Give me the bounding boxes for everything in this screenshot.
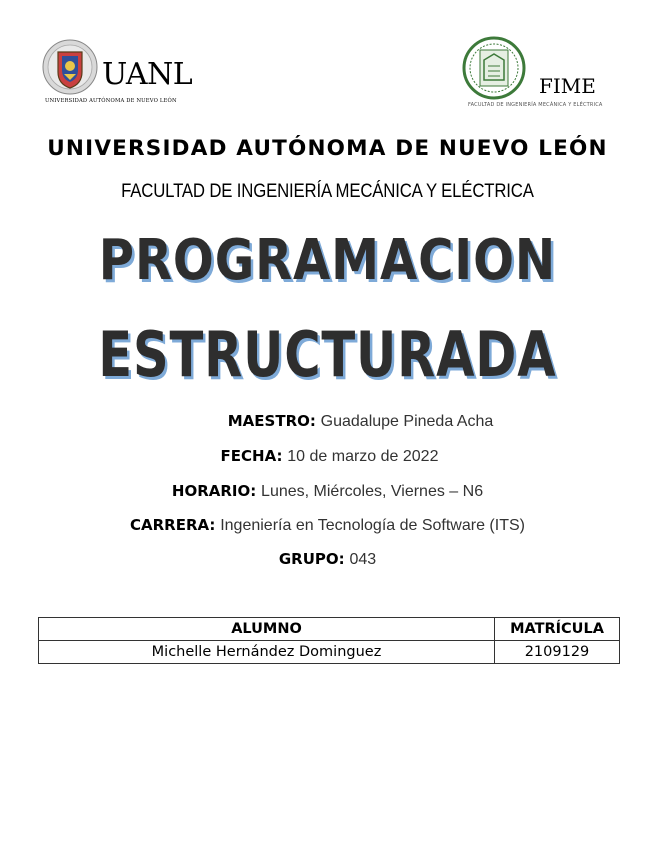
maestro-label: MAESTRO:: [227, 412, 316, 430]
header-matricula: MATRÍCULA: [495, 618, 620, 641]
fime-logo: [462, 36, 622, 114]
info-maestro: [0, 412, 655, 431]
uanl-wordmark: UANL: [102, 57, 193, 92]
grupo-label: GRUPO:: [278, 550, 345, 568]
info-horario: [0, 482, 655, 501]
fecha-value: 10 de marzo de 2022: [287, 448, 439, 465]
horario-label: HORARIO:: [171, 482, 257, 500]
uanl-shield-icon: [42, 38, 98, 96]
university-name: UNIVERSIDAD AUTÓNOMA DE NUEVO LEÓN: [47, 136, 608, 161]
cell-matricula: 2109129: [495, 641, 620, 664]
course-title-line1: PROGRAMACION: [98, 228, 557, 293]
table-row: [39, 641, 620, 664]
fime-seal-icon: [462, 36, 526, 100]
horario-value: Lunes, Miércoles, Viernes – N6: [261, 483, 484, 500]
uanl-logo: [42, 38, 202, 110]
maestro-value: Guadalupe Pineda Acha: [320, 413, 494, 430]
grupo-value: 043: [349, 551, 377, 568]
fime-wordmark: FIME: [539, 74, 596, 98]
table-header-row: [39, 618, 620, 641]
info-fecha: [0, 447, 655, 466]
faculty-name: FACULTAD DE INGENIERÍA MECÁNICA Y ELÉCTRICA: [121, 180, 534, 202]
info-grupo: [0, 550, 655, 569]
info-carrera: [0, 516, 655, 535]
students-table: [38, 617, 620, 664]
course-title-line2: ESTRUCTURADA: [98, 318, 557, 391]
header-alumno: ALUMNO: [39, 618, 495, 641]
cell-alumno: Michelle Hernández Dominguez: [39, 641, 495, 664]
uanl-subtitle: UNIVERSIDAD AUTÓNOMA DE NUEVO LEÓN: [45, 98, 177, 104]
carrera-label: CARRERA:: [130, 516, 216, 534]
fecha-label: FECHA:: [220, 447, 283, 465]
fime-subtitle: FACULTAD DE INGENIERÍA MECÁNICA Y ELÉCTRICA: [468, 102, 603, 108]
carrera-value: Ingeniería en Tecnología de Software (ITS): [220, 517, 525, 534]
